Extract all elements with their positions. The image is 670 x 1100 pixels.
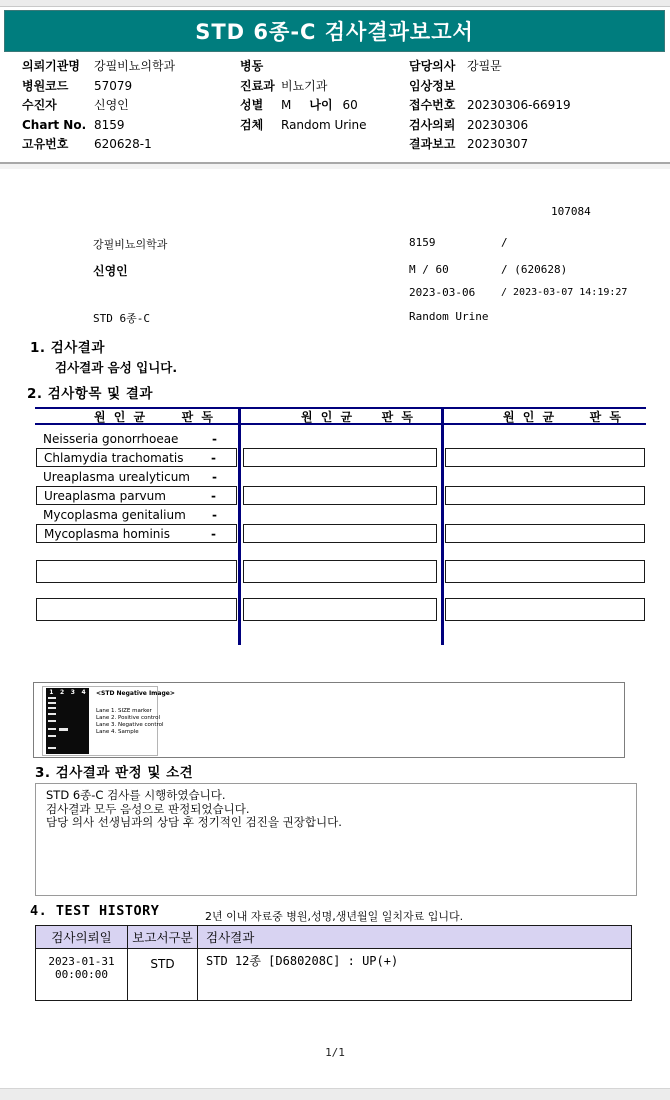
history-header-date: 검사의뢰일	[36, 926, 128, 948]
info-label: 결과보고	[409, 137, 456, 151]
history-data-row	[36, 948, 631, 1000]
gel-sample-band	[59, 728, 68, 731]
empty-result-box	[445, 448, 645, 467]
info-label: 성별	[240, 98, 264, 112]
empty-result-box	[243, 486, 437, 505]
info-row	[409, 116, 571, 136]
comment-line: STD 6종-C 검사를 시행하였습니다.	[46, 788, 226, 802]
gel-band	[48, 707, 56, 709]
page-number: 1/1	[325, 1046, 345, 1059]
organism-row	[36, 524, 237, 543]
info-value-age: 60	[342, 98, 358, 112]
info-value: 강필비뇨의학과	[94, 59, 176, 73]
info-label: Chart No.	[22, 117, 87, 132]
summary-patient-name: 신영인	[93, 264, 128, 278]
comment-line: 검사결과 모두 음성으로 판정되었습니다.	[46, 801, 250, 816]
organism-name: Mycoplasma genitalium	[43, 507, 186, 522]
gel-lane-numbers	[46, 689, 89, 696]
organism-result: -	[211, 450, 216, 465]
section1-result-text: 검사결과 음성 입니다.	[55, 360, 178, 375]
info-row	[409, 96, 571, 116]
empty-result-box	[445, 486, 645, 505]
column-header-group	[243, 409, 437, 424]
info-label: 담당의사	[409, 59, 456, 73]
summary-chart-sep: /	[501, 236, 508, 249]
info-value: 57079	[94, 78, 133, 93]
info-row	[22, 116, 175, 136]
table-divider-1	[238, 407, 241, 645]
info-label: 진료과	[240, 78, 275, 93]
section4-title: 4. TEST HISTORY	[30, 903, 160, 919]
organism-result: -	[212, 469, 217, 484]
gel-legend	[96, 708, 164, 736]
empty-result-box	[243, 524, 437, 543]
empty-result-box	[243, 560, 437, 583]
gel-band	[48, 728, 56, 730]
history-header-type: 보고서구분	[128, 926, 198, 948]
organism-row	[36, 429, 237, 448]
summary-hospital: 강필비뇨의학과	[93, 238, 168, 251]
summary-test-name: STD 6종-C	[93, 312, 150, 325]
info-value: 신영인	[94, 98, 129, 112]
gel-legend-line: Lane 3. Negative control	[96, 722, 164, 728]
organism-name: Neisseria gonorrhoeae	[43, 431, 179, 446]
info-row	[22, 96, 175, 116]
info-row	[22, 135, 175, 155]
organism-row	[36, 448, 237, 467]
info-row	[409, 135, 571, 155]
info-label: 검체	[240, 117, 264, 132]
info-value: 20230307	[467, 137, 529, 151]
info-value: 620628-1	[94, 137, 152, 151]
summary-sex-age: M / 60	[409, 263, 449, 276]
info-label: 병원코드	[22, 78, 69, 93]
info-label: 수진자	[22, 98, 57, 112]
history-header-row	[36, 926, 631, 948]
gel-lane-number: 2	[60, 689, 65, 696]
organism-result: -	[211, 488, 216, 503]
empty-result-box	[445, 524, 645, 543]
info-value: 20230306	[467, 117, 529, 132]
summary-report-datetime: / 2023-03-07 14:19:27	[501, 287, 628, 298]
history-type-cell: STD	[128, 949, 198, 1000]
summary-chart-no: 8159	[409, 236, 436, 249]
summary-request-date: 2023-03-06	[409, 286, 476, 299]
empty-result-box	[445, 598, 645, 621]
results-table	[35, 407, 646, 645]
top-strip	[0, 0, 670, 7]
gel-band	[48, 702, 56, 704]
info-column-3	[409, 57, 571, 155]
gel-legend-line: Lane 2. Positive control	[96, 715, 161, 721]
gel-band	[48, 747, 56, 749]
info-label: 의뢰기관명	[22, 59, 80, 73]
result-column-header: 판 독	[181, 410, 215, 424]
info-row	[240, 57, 367, 77]
info-label: 고유번호	[22, 137, 69, 151]
organism-row	[36, 505, 237, 524]
organism-name: Mycoplasma hominis	[44, 526, 170, 541]
info-row	[22, 57, 175, 77]
document-number: 107084	[551, 205, 591, 218]
organism-result: -	[212, 431, 217, 446]
gel-legend-line: Lane 4. Sample	[96, 729, 139, 735]
organism-row	[36, 486, 237, 505]
report-title-bar	[4, 10, 665, 52]
gel-band	[48, 735, 56, 737]
info-row	[409, 77, 571, 97]
history-note: 2년 이내 자료중 병원,성명,생년월일 일치자료 입니다.	[205, 910, 464, 923]
gel-lane-number: 4	[81, 689, 86, 696]
summary-specimen: Random Urine	[409, 310, 489, 323]
info-value: 8159	[94, 117, 125, 132]
gel-lane-number: 1	[49, 689, 54, 696]
info-value: 강필문	[467, 59, 502, 73]
info-value: 20230306-66919	[467, 98, 571, 112]
history-date: 2023-01-31	[48, 955, 115, 968]
organism-name: Chlamydia trachomatis	[44, 450, 184, 465]
info-label-age: 나이	[309, 98, 333, 112]
empty-result-box	[36, 598, 237, 621]
info-row	[240, 116, 367, 136]
empty-result-box	[36, 560, 237, 583]
history-header-result: 검사결과	[206, 930, 255, 945]
organism-row	[36, 467, 237, 486]
gel-title: <STD Negative Image>	[96, 690, 175, 697]
info-row	[240, 96, 367, 116]
result-column-header: 판 독	[381, 410, 415, 424]
comment-line: 담당 의사 선생님과의 상담 후 정기적인 검진을 권장합니다.	[46, 815, 342, 829]
info-column-1	[22, 57, 175, 155]
empty-result-box	[445, 560, 645, 583]
info-label: 임상정보	[409, 78, 456, 93]
gel-band	[48, 720, 56, 722]
info-column-2	[240, 57, 367, 135]
section1-title: 1. 검사결과	[30, 340, 105, 356]
gel-band	[48, 697, 56, 699]
column-header-group	[445, 409, 645, 424]
organism-result: -	[211, 526, 216, 541]
info-value: M	[281, 98, 292, 112]
info-row	[240, 77, 367, 97]
empty-result-box	[243, 598, 437, 621]
info-row	[409, 57, 571, 77]
gel-legend-line: Lane 1. SIZE marker	[96, 708, 152, 714]
info-row	[22, 77, 175, 97]
organism-column-header: 원 인 균	[503, 410, 557, 424]
empty-result-box	[243, 448, 437, 467]
organism-column-header: 원 인 균	[301, 410, 355, 424]
organism-result: -	[212, 507, 217, 522]
summary-birth: / (620628)	[501, 263, 568, 276]
section2-title: 2. 검사항목 및 결과	[27, 386, 153, 402]
result-column-header: 판 독	[589, 410, 623, 424]
gel-band	[48, 713, 56, 715]
history-time: 00:00:00	[55, 968, 108, 981]
report-title: STD 6종-C 검사결과보고서	[195, 20, 474, 44]
info-label: 검사의뢰	[409, 117, 456, 132]
gel-caption	[96, 690, 175, 736]
column-header-group	[36, 409, 237, 424]
organism-name: Ureaplasma urealyticum	[43, 469, 190, 484]
info-label: 병동	[240, 59, 264, 73]
history-result-cell: STD 12종 [D680208C] : UP(+)	[206, 954, 399, 968]
gel-lane-number: 3	[70, 689, 75, 696]
section3-title: 3. 검사결과 판정 및 소견	[35, 765, 194, 781]
organism-name: Ureaplasma parvum	[44, 488, 166, 503]
info-label: 접수번호	[409, 98, 456, 112]
info-value: Random Urine	[281, 117, 367, 132]
bottom-strip	[0, 1088, 670, 1100]
history-table	[35, 925, 632, 1001]
organism-column-header: 원 인 균	[94, 410, 148, 424]
comments-box	[35, 783, 637, 896]
history-date-cell	[36, 949, 128, 1000]
table-divider-2	[441, 407, 444, 645]
header-divider-shade	[0, 164, 670, 169]
info-value: 비뇨기과	[281, 78, 328, 93]
gel-electrophoresis-image	[46, 688, 89, 754]
